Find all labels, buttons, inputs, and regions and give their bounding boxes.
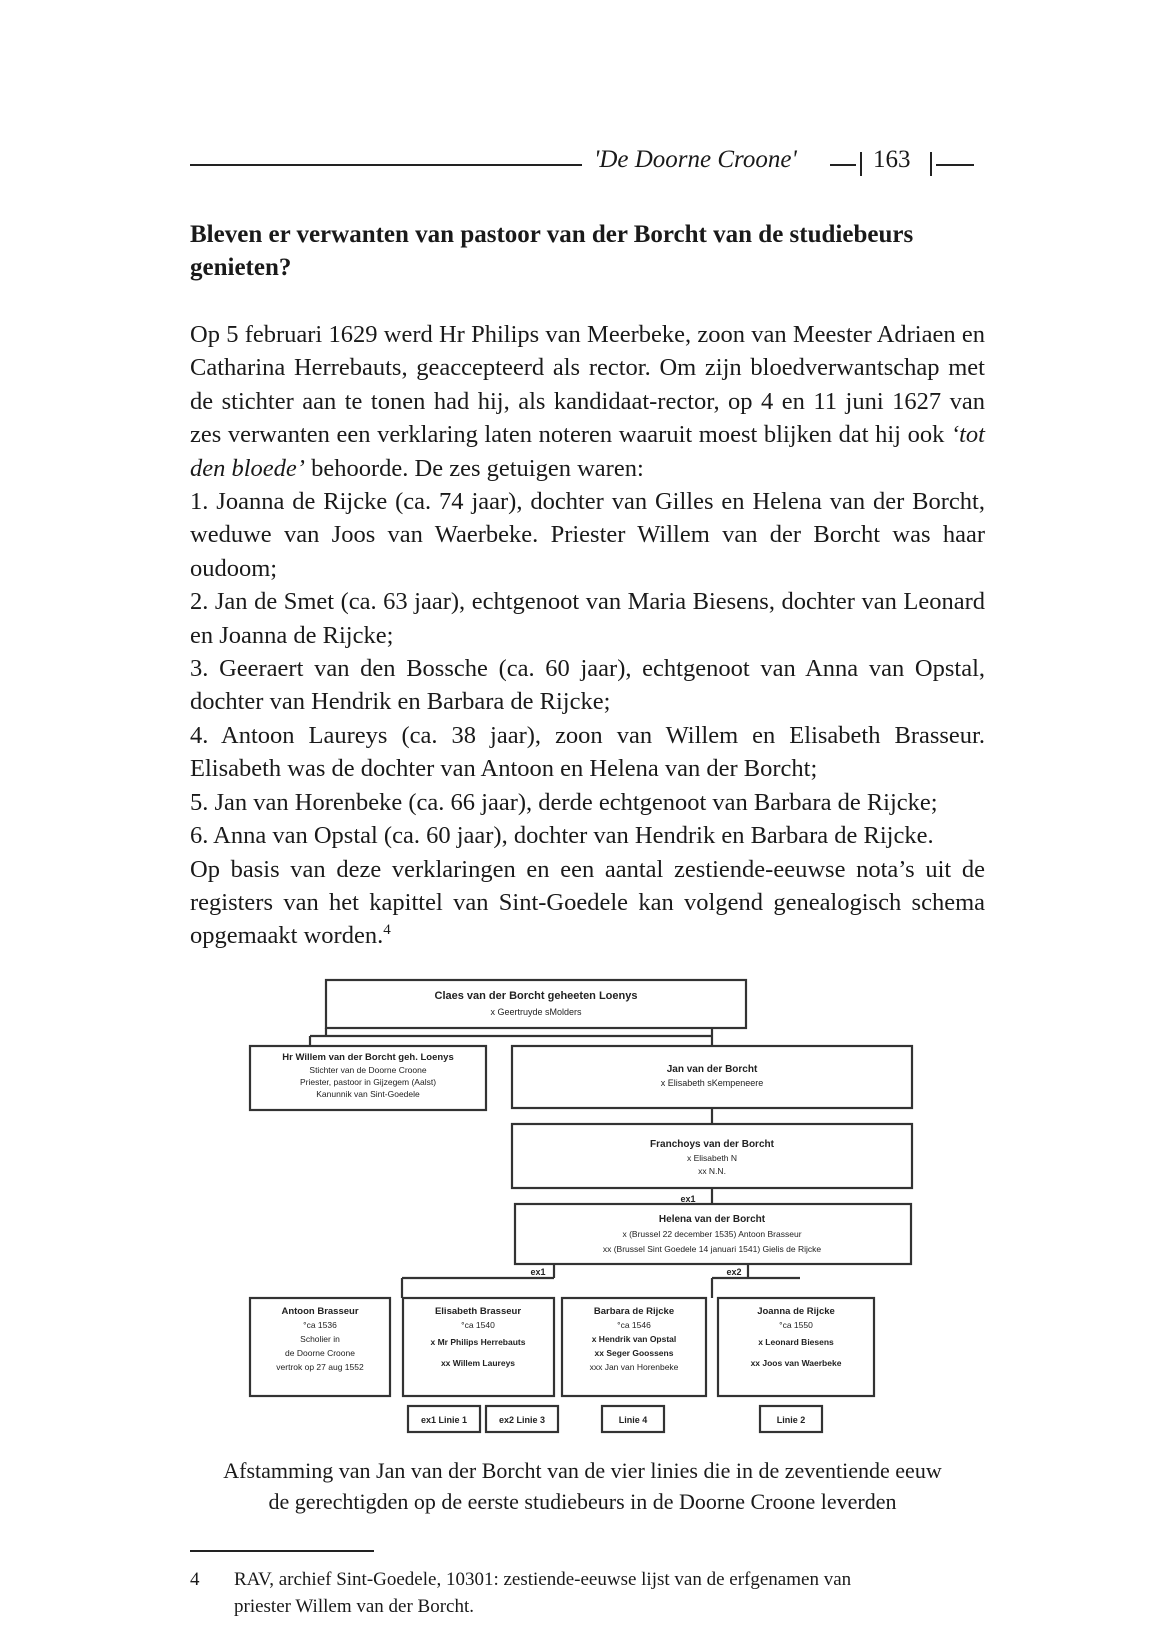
- child-detail: °ca 1536: [303, 1320, 337, 1330]
- child-name: Barbara de Rijcke: [593, 1306, 675, 1317]
- closing-paragraph: [190, 853, 985, 953]
- franchoys-name: Franchoys van der Borcht: [650, 1139, 774, 1150]
- witness-item: 4. Antoon Laureys (ca. 38 jaar), zoon van Willem en Elisabeth Brasseur. Elisabeth was de dochter van Antoon en Helena van der Borcht;: [190, 721, 985, 783]
- family-tree-diagram: [240, 968, 940, 1454]
- willem-name: Hr Willem van der Borcht geh. Loenys: [282, 1052, 454, 1063]
- intro-paragraph: [190, 318, 985, 485]
- child-detail: de Doorne Croone: [285, 1348, 355, 1358]
- franchoys-spouse: x Elisabeth N: [686, 1153, 738, 1163]
- header-bar: [930, 152, 932, 176]
- witness-item: 3. Geeraert van den Bossche (ca. 60 jaar), echtgenoot van Anna van Opstal, dochter van Hendrik en Barbara de Rijcke;: [190, 655, 985, 716]
- child-name: Joanna de Rijcke: [757, 1306, 835, 1317]
- franchoys-spouse: xx N.N.: [698, 1166, 726, 1176]
- claes-name: Claes van der Borcht geheeten Loenys: [434, 990, 638, 1002]
- heading-line: genieten?: [190, 254, 292, 281]
- child-detail: °ca 1550: [779, 1320, 813, 1330]
- child-detail: x Leonard Biesens: [758, 1337, 834, 1347]
- child-name: Elisabeth Brasseur: [434, 1306, 522, 1317]
- child-detail: x Hendrik van Opstal: [591, 1334, 677, 1344]
- child-detail: xxx Jan van Horenbeke: [589, 1362, 679, 1372]
- running-header-title: 'De Doorne Croone': [594, 146, 797, 173]
- linie-label: ex2 Linie 3: [498, 1415, 546, 1425]
- jan-name: Jan van der Borcht: [666, 1064, 758, 1075]
- helena-marriage: x (Brussel 22 december 1535) Antoon Brasseur: [622, 1229, 802, 1239]
- header-dash: [830, 164, 856, 166]
- family-tree-svg: [240, 968, 940, 1454]
- linie-label: Linie 4: [618, 1415, 648, 1425]
- helena-marriage: xx (Brussel Sint Goedele 14 januari 1541) Gielis de Rijcke: [602, 1244, 822, 1254]
- linie-label: ex1 Linie 1: [420, 1415, 468, 1425]
- page-number: 163: [873, 146, 911, 173]
- claes-box: [326, 980, 746, 1028]
- willem-detail: Priester, pastoor in Gijzegem (Aalst): [299, 1077, 437, 1087]
- branch-label: ex2: [726, 1267, 742, 1277]
- figure-caption: [170, 1455, 995, 1517]
- running-header: [190, 146, 982, 182]
- section-heading: [190, 218, 985, 284]
- header-bar: [860, 152, 862, 176]
- jan-spouse: x Elisabeth sKempeneere: [660, 1078, 764, 1088]
- child-detail: xx Willem Laureys: [440, 1358, 516, 1368]
- connector: [712, 1264, 800, 1298]
- witness-item: 2. Jan de Smet (ca. 63 jaar), echtgenoot van Maria Biesens, dochter van Leonard en Joanna de Rijcke;: [190, 588, 985, 649]
- footnote-line: RAV, archief Sint-Goedele, 10301: zestiende-eeuwse lijst van de erfgenamen van: [234, 1569, 852, 1590]
- intro-text: Op 5 februari 1629 werd Hr Philips van Meerbeke, zoon van Meester Adriaen en Catharina Herrebauts, geaccepteerd als rector. Om zijn bloedverwantschap met de stichter aan te tonen had hij, als kandidaat-rector, op 4 en 11 juni 1627 van zes verwanten een verklaring laten noteren waaruit moest blijken dat hij ook: [190, 321, 985, 449]
- footnote-ref: 4: [383, 922, 391, 939]
- intro-text-end: behoorde. De zes getuigen waren:: [304, 454, 644, 482]
- linie-label: Linie 2: [776, 1415, 806, 1425]
- child-detail: °ca 1540: [461, 1320, 495, 1330]
- claes-spouse: x Geertruyde sMolders: [490, 1007, 582, 1017]
- body-text: [190, 318, 985, 953]
- footnote-text: [234, 1566, 985, 1620]
- heading-line: Bleven er verwanten van pastoor van der Borcht van de studiebeurs: [190, 221, 914, 248]
- closing-text: Op basis van deze verklaringen en een aantal zestiende-eeuwse nota’s uit de registers van het kapittel van Sint-Goedele kan volgend genealogisch schema opgemaakt worden.: [190, 855, 985, 950]
- header-dash: [936, 164, 974, 166]
- footnote-rule: [190, 1550, 374, 1552]
- intro-italic: ‘tot den bloede’: [190, 421, 985, 482]
- caption-line: Afstamming van Jan van der Borcht van de vier linies die in de zeventiende eeuw: [223, 1458, 942, 1483]
- child-name: Antoon Brasseur: [281, 1306, 359, 1317]
- branch-label: ex1: [530, 1267, 546, 1277]
- child-detail: °ca 1546: [617, 1320, 651, 1330]
- connector: [326, 1028, 712, 1046]
- child-detail: x Mr Philips Herrebauts: [430, 1337, 526, 1347]
- header-rule: [190, 164, 582, 166]
- connector: [310, 1036, 326, 1046]
- witness-item: 6. Anna van Opstal (ca. 60 jaar), dochter van Hendrik en Barbara de Rijcke.: [190, 822, 934, 850]
- child-detail: xx Joos van Waerbeke: [750, 1358, 842, 1368]
- marriage-label: ex1: [680, 1194, 696, 1204]
- footnote-number: 4: [190, 1569, 200, 1590]
- caption-line: de gerechtigden op de eerste studiebeurs in de Doorne Croone leverden: [268, 1489, 897, 1514]
- helena-name: Helena van der Borcht: [658, 1214, 766, 1225]
- footnote-line: priester Willem van der Borcht.: [234, 1596, 475, 1617]
- willem-detail: Stichter van de Doorne Croone: [309, 1065, 427, 1075]
- jan-box: [512, 1046, 912, 1108]
- child-detail: vertrok op 27 aug 1552: [276, 1362, 364, 1372]
- child-detail: xx Seger Goossens: [594, 1348, 674, 1358]
- witness-item: 5. Jan van Horenbeke (ca. 66 jaar), derde echtgenoot van Barbara de Rijcke;: [190, 788, 938, 816]
- witness-item: 1. Joanna de Rijcke (ca. 74 jaar), dochter van Gilles en Helena van der Borcht, weduwe van Joos van Waerbeke. Priester Willem van der Borcht was haar oudoom;: [190, 488, 985, 582]
- child-detail: Scholier in: [300, 1334, 340, 1344]
- willem-detail: Kanunnik van Sint-Goedele: [316, 1089, 420, 1099]
